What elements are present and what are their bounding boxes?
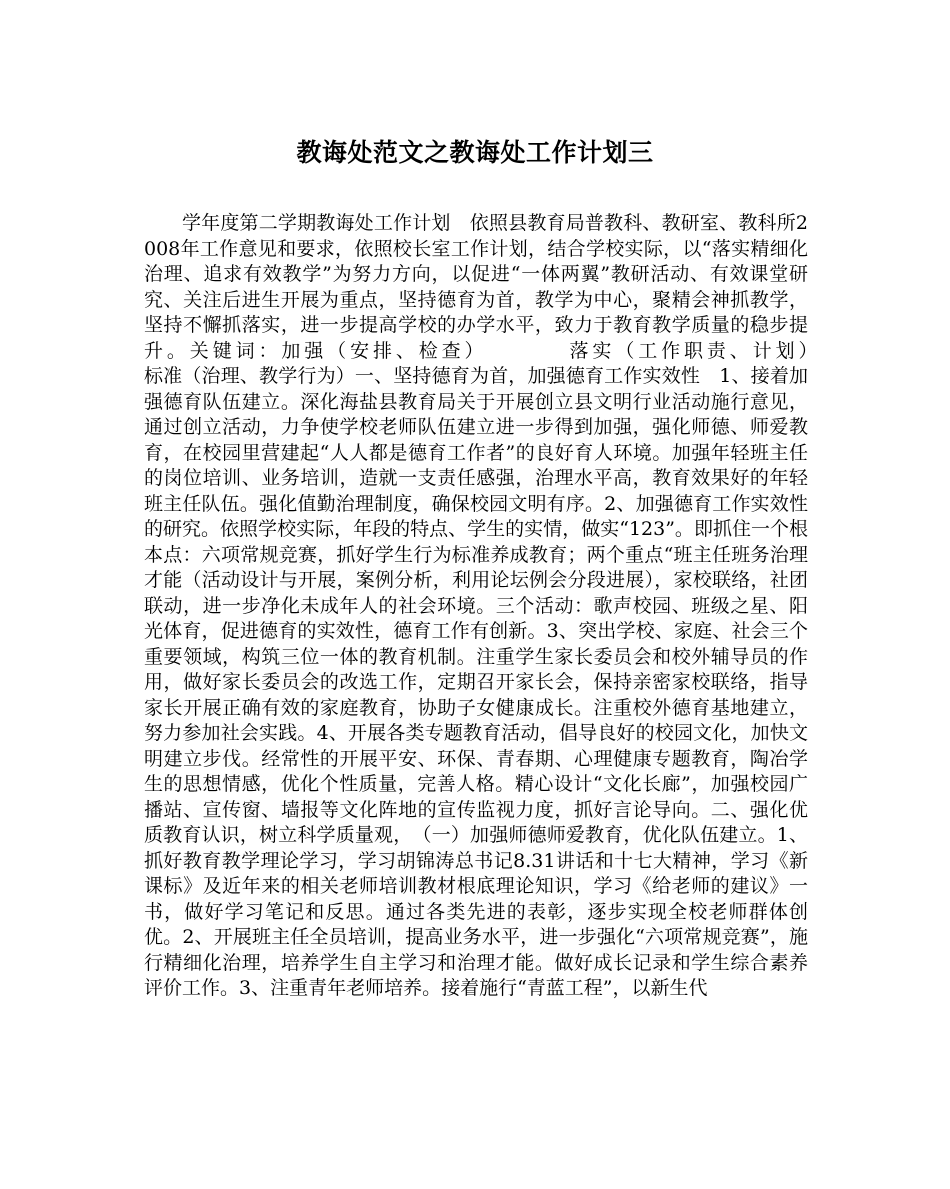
- document-title: 教诲处范文之教诲处工作计划三: [296, 138, 654, 167]
- document-body: 学年度第二学期教诲处工作计划 依照县教育局普教科、教研室、教科所2008年工作意见和要求，依照校长室工作计划，结合学校实际，以“落实精细化治理、追求有效教学”为努力方向，以促进“一体两翼”教研活动、有效课堂研究、关注后进生开展为重点，坚持德育为首，教学为中心，聚精会神抓教学，坚持不懈抓落实，进一步提高学校的办学水平，致力于教育教学质量的稳步提升。关键词：加强（安排、检查） 落实（工作职责、计划） 标准（治理、教学行为）一、坚持德育为首，加强德育工作实效性 1、接着加强德育队伍建立。深化海盐县教育局关于开展创立县文明行业活动施行意见，通过创立活动，力争使学校老师队伍建立进一步得到加强，强化师德、师爱教育，在校园里营建起“人人都是德育工作者”的良好育人环境。加强年轻班主任的岗位培训、业务培训，造就一支责任感强，治理水平高，教育效果好的年轻班主任队伍。强化值勤治理制度，确保校园文明有序。2、加强德育工作实效性的研究。依照学校实际，年段的特点、学生的实情，做实“123”。即抓住一个根本点：六项常规竞赛，抓好学生行为标准养成教育；两个重点“班主任班务治理才能（活动设计与开展，案例分析，利用论坛例会分段进展），家校联络，社团联动，进一步净化未成年人的社会环境。三个活动：歌声校园、班级之星、阳光体育，促进德育的实效性，德育工作有创新。3、突出学校、家庭、社会三个重要领域，构筑三位一体的教育机制。注重学生家长委员会和校外辅导员的作用，做好家长委员会的改选工作，定期召开家长会，保持亲密家校联络，指导家长开展正确有效的家庭教育，协助子女健康成长。注重校外德育基地建立，努力参加社会实践。4、开展各类专题教育活动，倡导良好的校园文化，加快文明建立步伐。经常性的开展平安、环保、青春期、心理健康专题教育，陶冶学生的思想情感，优化个性质量，完善人格。精心设计“文化长廊”，加强校园广播站、宣传窗、墙报等文化阵地的宣传监视力度，抓好言论导向。二、强化优质教育认识，树立科学质量观， （一）加强师德师爱教育，优化队伍建立。1、抓好教育教学理论学习，学习胡锦涛总书记8.31讲话和十七大精神，学习《新课标》及近年来的相关老师培训教材根底理论知识，学习《给老师的建议》一书，做好学习笔记和反思。通过各类先进的表彰，逐步实现全校老师群体创优。2、开展班主任全员培训，提高业务水平，进一步强化“六项常规竞赛”，施行精细化治理，培养学生自主学习和治理才能。做好成长记录和学生综合素养评价工作。3、注重青年老师培养。接着施行“青蓝工程”，以新生代: [144, 212, 904, 999]
